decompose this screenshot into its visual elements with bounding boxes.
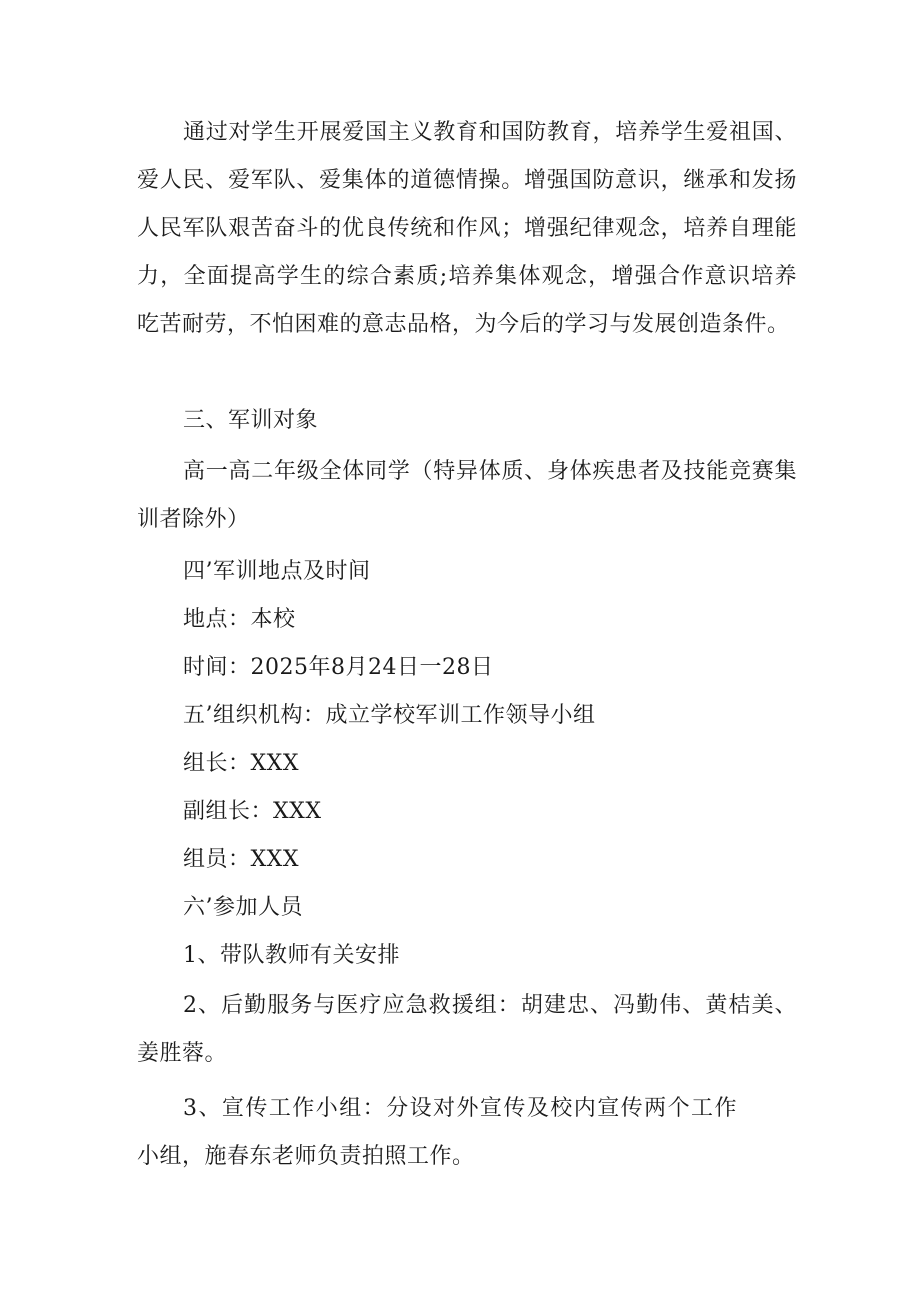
line-place: 地点：本校 [183,607,296,632]
line-leader: 组长：XXX [183,751,299,776]
paragraph-training-target: 高一高二年级全体同学（特异体质、身体疾患者及技能竞赛集训者除外） [137,459,797,532]
line-member: 组员：XXX [183,847,299,872]
line-time: 时间：2025年8月24日一28日 [183,655,494,680]
heading-organization: 五’组织机构：成立学校军训工作领导小组 [183,703,596,728]
heading-participants: 六’参加人员 [183,895,303,920]
list-item-3: 3、宣传工作小组：分设对外宣传及校内宣传两个工作小组，施春东老师负责拍照工作。 [137,1096,737,1169]
list-item-2: 2、后勤服务与医疗应急救援组：胡建忠、冯勤伟、黄桔美、姜胜蓉。 [137,993,797,1066]
paragraph-training-goals: 通过对学生开展爱国主义教育和国防教育，培养学生爱祖国、爱人民、爱军队、爱集体的道德情操。增强国防意识，继承和发扬人民军队艰苦奋斗的优良传统和作风；增强纪律观念，培养自理能力，全面提高学生的综合素质;培养集体观念，增强合作意识培养吃苦耐劳，不怕困难的意志品格，为今后的学习与发展创造条件。 [137,120,797,337]
list-item-1: 1、带队教师有关安排 [183,943,400,968]
heading-training-target: 三、军训对象 [183,408,319,433]
line-vice-leader: 副组长：XXX [183,799,322,824]
heading-place-and-time: 四’军训地点及时间 [183,559,371,584]
